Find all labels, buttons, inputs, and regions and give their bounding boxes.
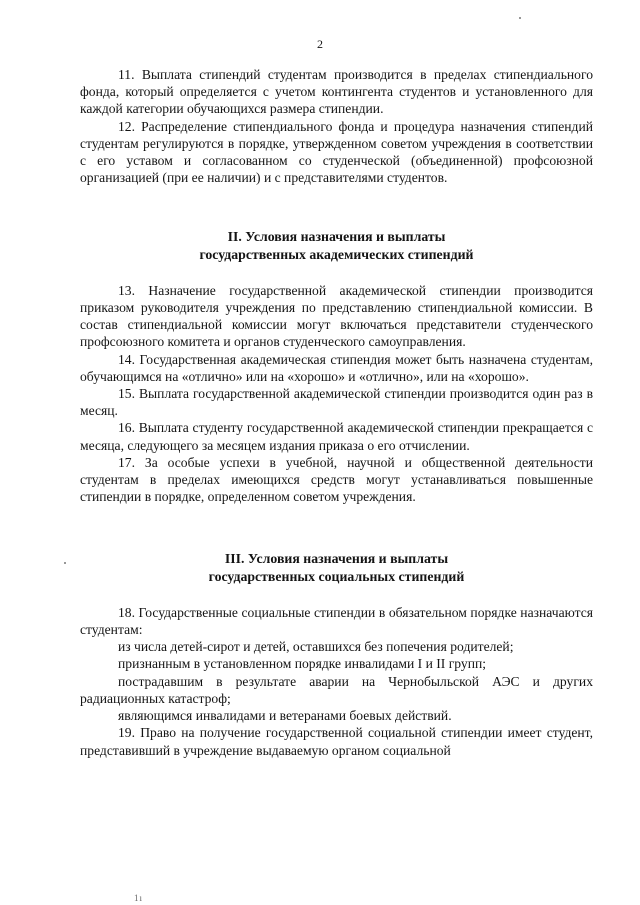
section-2-title-line1: II. Условия назначения и выплаты <box>227 229 446 245</box>
paragraph-13: 13. Назначение государственной академической стипендии производится приказом руководителя учреждения по представлению стипендиальной комиссии. В состав стипендиальной комиссии могут включаться представители студенческого профсоюзного комитета и органов студенческого самоуправления. <box>80 282 593 350</box>
list-item-veterans: являющимся инвалидами и ветеранами боевых действий. <box>118 708 452 724</box>
paragraph-19: 19. Право на получение государственной социальной стипендии имеет студент, представивший в учреждение выдаваемую органом социальной <box>80 725 593 758</box>
section-2-heading <box>80 228 593 262</box>
scan-speck <box>519 17 521 19</box>
paragraph-18: 18. Государственные социальные стипендии в обязательном порядке назначаются студентам: <box>80 604 593 638</box>
footer-mark: 1ı <box>134 893 144 903</box>
paragraph-15: 15. Выплата государственной академической стипендии производится один раз в месяц. <box>80 386 593 419</box>
document-body <box>80 66 593 759</box>
list-item-disabled: признанным в установленном порядке инвалидами I и II групп; <box>118 656 487 672</box>
page-number: 2 <box>317 37 323 51</box>
list-item-chernobyl: пострадавшим в результате аварии на Чернобыльской АЭС и других радиационных катастроф; <box>80 673 593 706</box>
section-3-title-line1: III. Условия назначения и выплаты <box>224 551 449 567</box>
section-3-title-line2: государственных социальных стипендий <box>208 568 465 584</box>
paragraph-17: 17. За особые успехи в учебной, научной и общественной деятельности студентам в пределах имеющихся средств могут устанавливаться повышенные стипендии в порядке, определенном советом учреждения. <box>80 454 593 505</box>
paragraph-12: 12. Распределение стипендиального фонда и процедура назначения стипендий студентам регулируются в порядке, утвержденном советом учреждения в соответствии с его уставом и согласованном со студенческой (объединенной) профсоюзной организацией (при ее наличии) и с представителями студентов. <box>80 118 593 186</box>
paragraph-14: 14. Государственная академическая стипендия может быть назначена студентам, обучающимся на «отлично» или на «хорошо» и «отлично», или на «хорошо». <box>80 351 593 384</box>
paragraph-11: 11. Выплата стипендий студентам производится в пределах стипендиального фонда, который определяется с учетом контингента студентов и установленного для каждой категории обучающихся размера стипендии. <box>80 67 593 117</box>
scan-speck <box>64 562 66 564</box>
list-item-orphans: из числа детей-сирот и детей, оставшихся без попечения родителей; <box>118 639 514 655</box>
section-2-title-line2: государственных академических стипендий <box>199 246 474 262</box>
section-3-heading <box>80 550 593 584</box>
paragraph-16: 16. Выплата студенту государственной академической стипендии прекращается с месяца, следующего за месяцем издания приказа о его отчислении. <box>80 420 593 453</box>
